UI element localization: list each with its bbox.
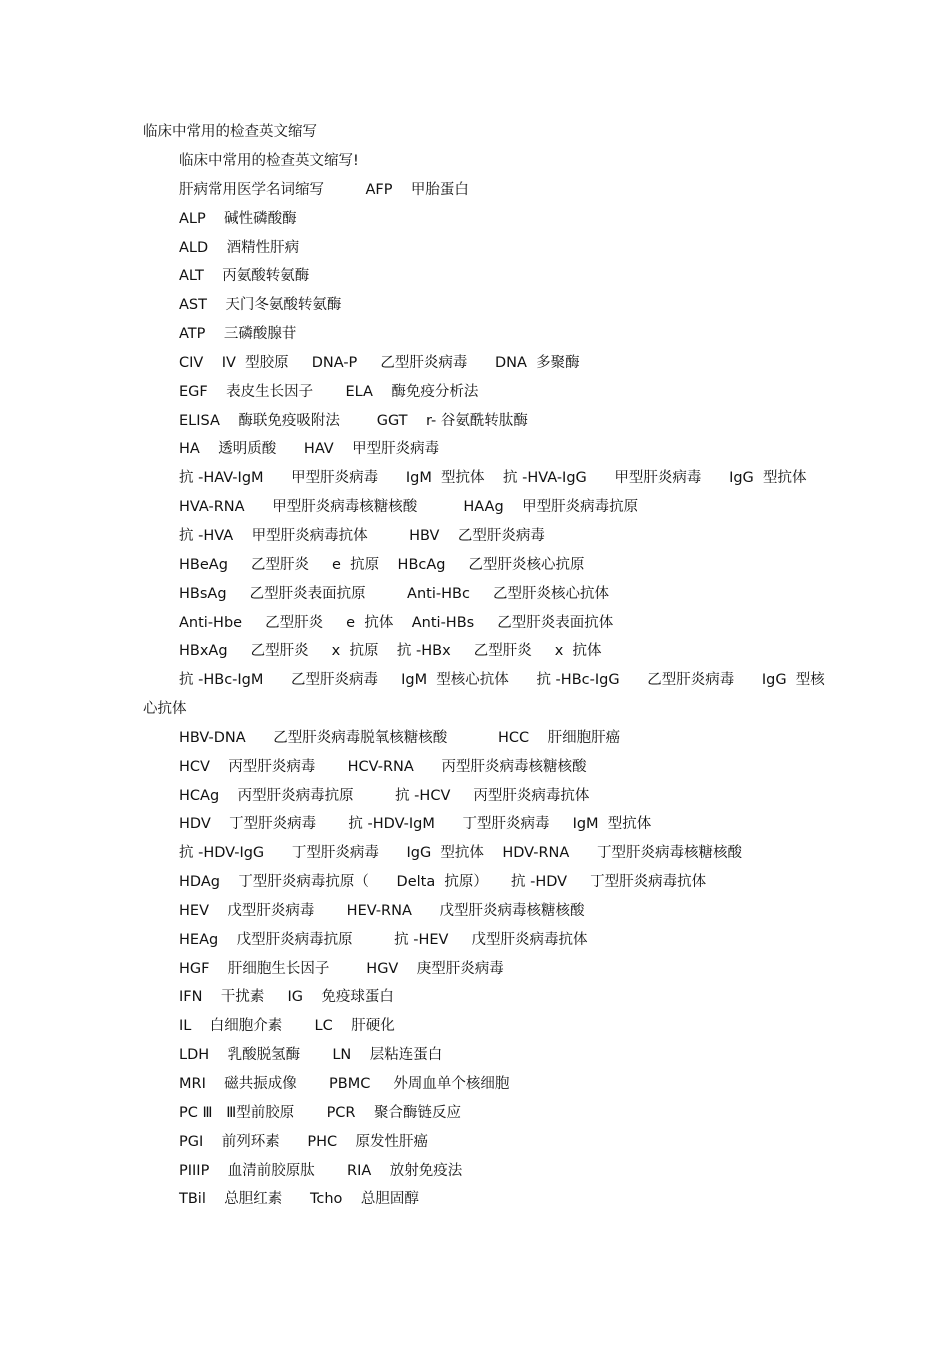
text-line: HEAg 戊型肝炎病毒抗原 抗 -HEV 戊型肝炎病毒抗体 bbox=[179, 931, 588, 948]
text-line: 临床中常用的检查英文缩写! bbox=[179, 153, 359, 169]
text-line: HCAg 丙型肝炎病毒抗原 抗 -HCV 丙型肝炎病毒抗体 bbox=[179, 787, 590, 804]
text-line: PGI 前列环素 PHC 原发性肝癌 bbox=[179, 1133, 429, 1150]
text-line: 抗 -HAV-IgM 甲型肝炎病毒 IgM 型抗体 抗 -HVA-IgG 甲型肝炎病毒 IgG 型抗体 bbox=[179, 470, 807, 487]
abbreviation-list bbox=[143, 151, 825, 1218]
text-line: ALT 丙氨酸转氨酶 bbox=[179, 268, 310, 285]
text-line: ALP 碱性磷酸酶 bbox=[179, 210, 297, 227]
text-line: HGF 肝细胞生长因子 HGV 庚型肝炎病毒 bbox=[179, 960, 504, 977]
text-line: MRI 磁共振成像 PBMC 外周血单个核细胞 bbox=[179, 1076, 510, 1092]
text-line-continuation: 心抗体 bbox=[143, 701, 187, 718]
text-line: PIIIP 血清前胶原肽 RIA 放射免疫法 bbox=[179, 1162, 463, 1179]
text-line: HVA-RNA 甲型肝炎病毒核糖核酸 HAAg 甲型肝炎病毒抗原 bbox=[179, 499, 639, 516]
text-line: PC Ⅲ Ⅲ型前胶原 PCR 聚合酶链反应 bbox=[179, 1104, 461, 1121]
text-line: ATP 三磷酸腺苷 bbox=[179, 326, 297, 343]
text-line: ALD 酒精性肝病 bbox=[179, 239, 300, 256]
document-title: 临床中常用的检查英文缩写 bbox=[143, 124, 317, 140]
text-line: LDH 乳酸脱氢酶 LN 层粘连蛋白 bbox=[179, 1047, 443, 1064]
text-line: HBeAg 乙型肝炎 e 抗原 HBcAg 乙型肝炎核心抗原 bbox=[179, 556, 585, 573]
text-line: HEV 戊型肝炎病毒 HEV-RNA 戊型肝炎病毒核糖核酸 bbox=[179, 902, 585, 919]
text-line: ELISA 酶联免疫吸附法 GGT r- 谷氨酰转肽酶 bbox=[179, 412, 528, 429]
text-line: Anti-Hbe 乙型肝炎 e 抗体 Anti-HBs 乙型肝炎表面抗体 bbox=[179, 614, 614, 631]
text-line: HBxAg 乙型肝炎 x 抗原 抗 -HBx 乙型肝炎 x 抗体 bbox=[179, 643, 602, 660]
text-line: AST 天门冬氨酸转氨酶 bbox=[179, 297, 342, 314]
text-line: HBV-DNA 乙型肝炎病毒脱氧核糖核酸 HCC 肝细胞肝癌 bbox=[179, 729, 621, 746]
text-line: HDAg 丁型肝炎病毒抗原（ Delta 抗原） 抗 -HDV 丁型肝炎病毒抗体 bbox=[179, 874, 707, 891]
text-line: IFN 干扰素 IG 免疫球蛋白 bbox=[179, 989, 394, 1006]
text-line: CIV IV 型胶原 DNA-P 乙型肝炎病毒 DNA 多聚酶 bbox=[179, 354, 580, 371]
text-line: IL 白细胞介素 LC 肝硬化 bbox=[179, 1018, 395, 1035]
text-line: HBsAg 乙型肝炎表面抗原 Anti-HBc 乙型肝炎核心抗体 bbox=[179, 585, 609, 602]
text-line: HDV 丁型肝炎病毒 抗 -HDV-IgM 丁型肝炎病毒 IgM 型抗体 bbox=[179, 816, 652, 833]
text-line: HA 透明质酸 HAV 甲型肝炎病毒 bbox=[179, 441, 440, 458]
text-line: 抗 -HBc-IgM 乙型肝炎病毒 IgM 型核心抗体 抗 -HBc-IgG 乙型肝炎病毒 IgG 型核 bbox=[179, 672, 825, 689]
text-line: 抗 -HVA 甲型肝炎病毒抗体 HBV 乙型肝炎病毒 bbox=[179, 527, 545, 544]
text-line: TBil 总胆红素 Tcho 总胆固醇 bbox=[179, 1191, 419, 1208]
text-line: HCV 丙型肝炎病毒 HCV-RNA 丙型肝炎病毒核糖核酸 bbox=[179, 758, 587, 775]
text-line: EGF 表皮生长因子 ELA 酶免疫分析法 bbox=[179, 383, 479, 400]
text-line: 肝病常用医学名词缩写 AFP 甲胎蛋白 bbox=[179, 181, 469, 198]
text-line: 抗 -HDV-IgG 丁型肝炎病毒 IgG 型抗体 HDV-RNA 丁型肝炎病毒核糖核酸 bbox=[179, 845, 742, 862]
